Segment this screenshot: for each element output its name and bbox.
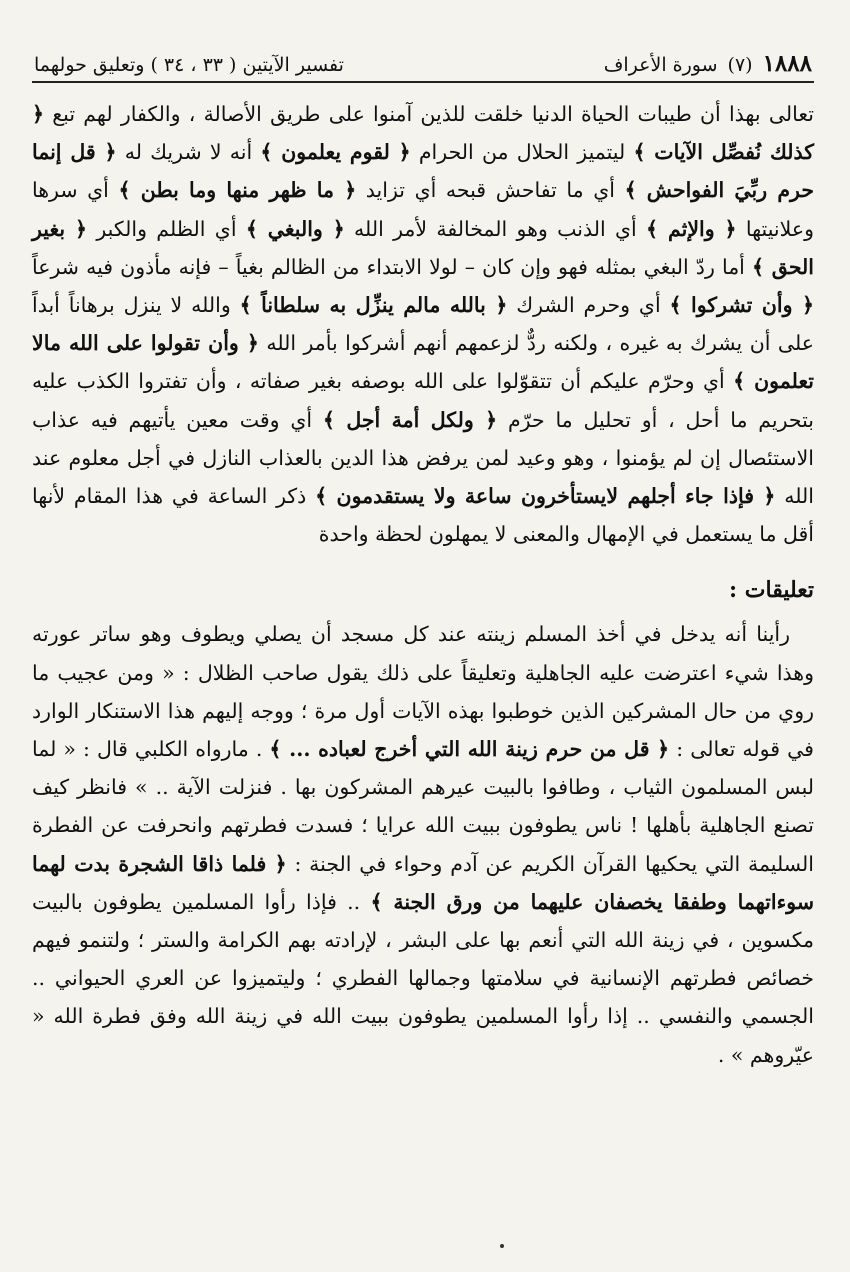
commentary-text [32,615,814,1073]
verse-quote: ﴿ لقوم يعلمون ﴾ [260,140,411,165]
page-number: ١٨٨٨ [762,50,812,77]
text-run: .. فإذا رأوا المسلمين يطوفون بالبيت مكسوين ، في زينة الله التي أنعم بها على البشر ، لإرادته بهم الكرامة والستر ؛ ولتنمو فيهم خصائص فطرتهم الإنسانية في سلامتها وجمالها الفطري ؛ وليتميزوا عن العري الحيواني .. الجسمي والنفسي .. إذا رأوا المسلمين يطوفون ببيت الله في زينة الله وفق فطرة الله « عيّروهم » . [32,889,814,1067]
text-run: أما ردّ البغي بمثله فهو وإن كان – لولا الابتداء من الظالم بغياً – فإنه مأذون فيه شرعاً [32,254,752,279]
text-run: أنه لا شريك له [116,140,261,165]
verse-quote: ﴿ والبغي ﴾ [245,216,345,241]
verse-quote: ﴿ فلما ذاقا الشجرة بدت لهما سوءاتهما وطفقا يخصفان عليهما من ورق الجنة ﴾ [32,851,814,914]
verse-quote: ﴿ ما ظهر منها وما بطن ﴾ [118,178,357,203]
verse-quote: ﴿ وأن تقولوا على الله مالا تعلمون ﴾ [32,331,814,394]
part-number: (٧) [727,54,753,76]
text-run: رأينا أنه يدخل في أخذ المسلم زينته عند كل مسجد أن يصلي ويطوف وهو ساتر عورته وهذا شيء اعترضت عليه الجاهلية وتعليقاً على ذلك يقول صاحب الظلال : « ومن عجيب ما روي من حال المشركين الذين خوطبوا بهذه الآيات أول مرة ؛ ووجه إليهم هذا الاستنكار الوارد في قوله تعالى : [32,622,814,762]
verse-quote: ﴿ كذلك نُفصِّل الآيات ﴾ [32,102,815,165]
verse-quote: ﴿ ولكل أمة أجل ﴾ [322,407,498,432]
running-header [32,50,814,83]
verse-quote: ﴿ قل من حرم زينة الله التي أخرج لعباده ... ﴾ [269,737,670,762]
text-run: ليتميز الحلال من الحرام [410,140,634,165]
text-run: تعالى بهذا أن طيبات الحياة الدنيا خلقت للذين آمنوا على طريق الأصالة ، والكفار لهم تبع [44,102,814,126]
verse-quote: ﴿ والإثم ﴾ [646,216,737,241]
text-run: أي الذنب وهو المخالفة لأمر الله [344,216,647,241]
verse-quote: ﴿ قل إنما حرم ربِّيَ الفواحش ﴾ [32,140,815,203]
verse-quote: ﴿ بغير الحق ﴾ [32,216,814,279]
text-run: ذكر الساعة في هذا المقام لأنها أقل ما يستعمل في الإمهال والمعنى لا يمهلون لحظة واحدة [32,484,814,547]
page-mark [500,1244,504,1248]
text-run: . مارواه الكلبي قال : « لما لبس المسلمون الثياب ، وطافوا بالبيت عيرهم المشركون بها . فنزلت الآية .. » فانظر كيف تصنع الجاهلية بأهلها ! ناس يطوفون ببيت الله عرايا ؛ فسدت فطرتهم وانحرفت عن الفطرة السليمة التي يحكيها القرآن الكريم عن آدم وحواء في الجنة : [32,737,814,876]
text-run: أي وحرم الشرك [507,293,670,318]
commentary-heading: تعليقات : [729,577,814,604]
text-run: أي الظلم والكبر [87,216,246,241]
commentary-paragraph [32,615,814,1073]
verse-quote: ﴿ فإذا جاء أجلهم لايستأخرون ساعة ولا يستقدمون ﴾ [315,484,776,509]
verse-quote: ﴿ بالله مالم ينزِّل به سلطاناً ﴾ [239,293,508,318]
text-run: أي وقت معين يأتيهم فيه عذاب الاستئصال إن لم يؤمنوا ، وهو وعيد لمن يرفض هذا الدين بالعذاب النازل في أجل معلوم عند الله [32,407,814,509]
text-run: أي ما تفاحش قبحه أي تزايد [356,178,625,203]
surah-name: سورة الأعراف [603,54,718,76]
tafsir-text [32,95,814,553]
section-title-header: تفسير الآيتين ( ٣٣ ، ٣٤ ) وتعليق حولهما [34,54,344,76]
text-run: أي وحرّم عليكم أن تتقوّلوا على الله بوصفه بغير صفاته ، وأن تفتروا الكذب عليه بتحريم ما أحل ، أو تحليل ما حرّم [32,369,815,432]
tafsir-paragraph [32,95,814,553]
verse-quote: ﴿ وأن تشركوا ﴾ [669,293,814,318]
text-run: أي سرها وعلانيتها [32,178,814,241]
header-right [604,50,812,77]
text-run: والله لا ينزل برهاناً أبداً على أن يشرك به غيره ، ولكنه ردٌّ لزعمهم أنهم أشركوا بأمر الله [32,293,814,356]
book-page [32,50,814,1272]
